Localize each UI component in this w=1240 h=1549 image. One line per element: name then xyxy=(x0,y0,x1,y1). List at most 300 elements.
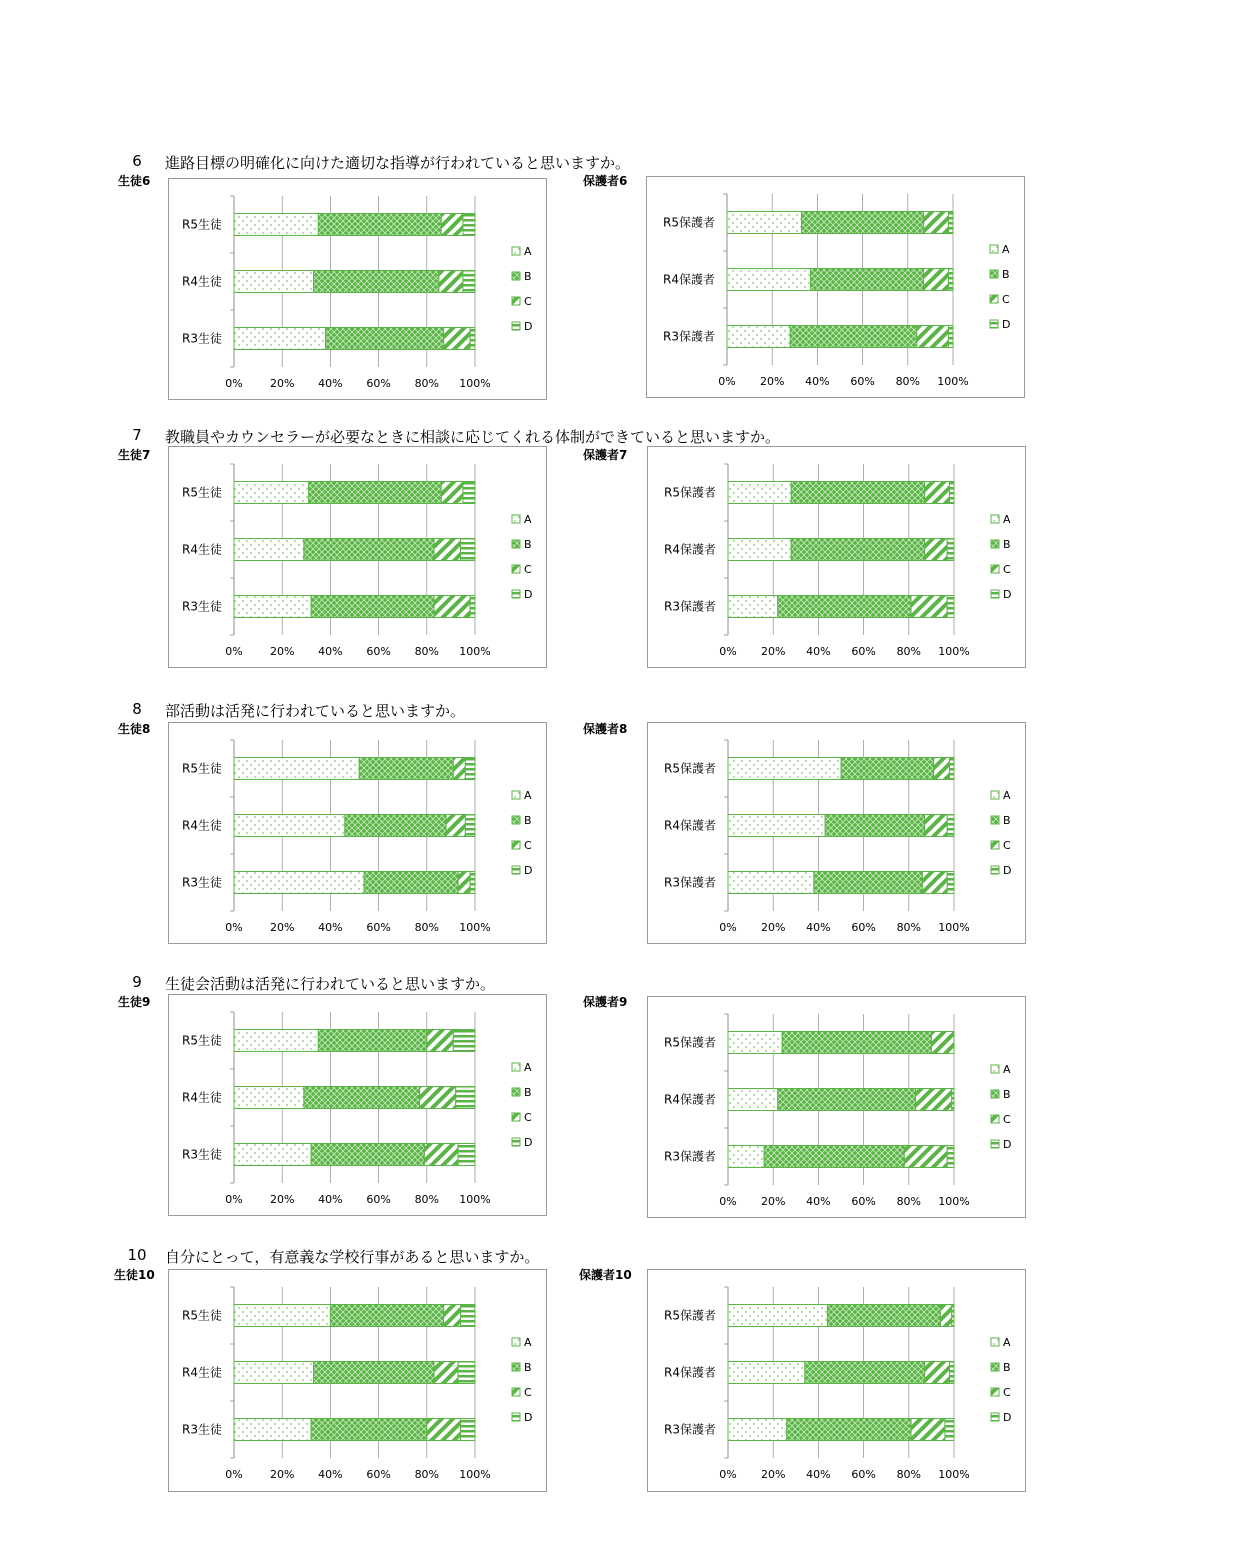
bar-segment-d xyxy=(952,1089,954,1111)
legend-swatch-d xyxy=(512,1138,520,1146)
legend-label: A xyxy=(524,789,532,802)
student-chart-label: 生徒9 xyxy=(118,995,151,1009)
bar-segment-d xyxy=(458,1144,475,1166)
x-tick-label: 80% xyxy=(896,921,922,934)
bar-segment-b xyxy=(841,758,934,780)
bar-segment-b xyxy=(311,1144,424,1166)
question-number: 10 xyxy=(127,1246,147,1264)
question-number: 9 xyxy=(132,973,142,991)
x-tick-label: 100% xyxy=(938,1468,970,1481)
question-text: 部活動は活発に行われていると思いますか。 xyxy=(165,702,466,720)
bar-segment-c xyxy=(441,214,463,236)
legend-swatch-b xyxy=(991,540,999,548)
legend-label: D xyxy=(1003,1411,1012,1424)
x-tick-label: 60% xyxy=(366,1468,391,1481)
legend-swatch-b xyxy=(991,1363,999,1371)
legend-swatch-c xyxy=(990,295,998,303)
bar-segment-c xyxy=(444,328,471,350)
category-label: R3保護者 xyxy=(664,1149,716,1164)
bar-segment-d xyxy=(456,1087,475,1109)
bar-segment-b xyxy=(782,1032,931,1054)
bar-segment-a xyxy=(728,872,814,894)
bar-segment-d xyxy=(949,758,954,780)
x-tick-label: 0% xyxy=(225,645,243,658)
question-section-10 xyxy=(0,1246,1240,1516)
category-label: R4保護者 xyxy=(663,272,715,287)
bar-segment-a xyxy=(728,1032,782,1054)
bar-segment-d xyxy=(463,214,475,236)
x-tick-label: 100% xyxy=(938,645,970,658)
category-label: R3生徒 xyxy=(182,331,222,346)
x-tick-label: 0% xyxy=(718,375,736,388)
bar-segment-a xyxy=(727,269,811,291)
legend-swatch-c xyxy=(512,297,520,305)
legend-label: D xyxy=(1003,864,1012,877)
parent-chart-label: 保護者8 xyxy=(583,722,628,736)
bar-segment-d xyxy=(945,1419,954,1441)
x-tick-label: 0% xyxy=(719,1468,737,1481)
category-label: R5生徒 xyxy=(182,485,222,500)
bar-segment-c xyxy=(453,758,465,780)
x-tick-label: 80% xyxy=(896,1195,922,1208)
legend-swatch-d xyxy=(512,590,520,598)
category-label: R3保護者 xyxy=(664,1422,716,1437)
student-chart xyxy=(168,178,547,400)
bar-segment-b xyxy=(318,1030,426,1052)
legend-swatch-d xyxy=(990,320,998,328)
legend-swatch-a xyxy=(990,245,998,253)
bar-segment-b xyxy=(311,1419,427,1441)
bar-segment-a xyxy=(727,212,802,234)
bar-segment-a xyxy=(234,1087,304,1109)
bar-segment-a xyxy=(728,1362,805,1384)
legend-swatch-d xyxy=(991,1413,999,1421)
x-tick-label: 20% xyxy=(269,921,295,934)
x-tick-label: 0% xyxy=(225,1468,243,1481)
student-chart xyxy=(168,994,547,1216)
student-chart xyxy=(168,446,547,668)
bar-segment-b xyxy=(791,539,924,561)
legend-label: A xyxy=(1003,513,1011,526)
bar-segment-c xyxy=(925,1362,950,1384)
x-tick-label: 100% xyxy=(459,645,491,658)
question-text: 生徒会活動は活発に行われていると思いますか。 xyxy=(165,975,496,993)
bar-segment-a xyxy=(728,1305,827,1327)
bar-segment-b xyxy=(827,1305,940,1327)
question-text: 教職員やカウンセラーが必要なときに相談に応じてくれる体制ができていると思いますか。 xyxy=(165,428,781,446)
legend-swatch-a xyxy=(512,515,520,523)
bar-segment-c xyxy=(444,1305,461,1327)
category-label: R3保護者 xyxy=(664,875,716,890)
bar-segment-c xyxy=(917,326,949,348)
legend-swatch-d xyxy=(991,866,999,874)
legend-swatch-c xyxy=(991,565,999,573)
x-tick-label: 60% xyxy=(366,377,391,390)
bar-segment-c xyxy=(916,1089,952,1111)
parent-chart-svg xyxy=(648,723,1025,943)
bar-segment-c xyxy=(925,539,948,561)
question-text: 自分にとって，有意義な学校行事があると思いますか。 xyxy=(165,1248,540,1266)
legend-label: C xyxy=(1003,563,1011,576)
bar-segment-a xyxy=(234,1030,318,1052)
category-label: R4生徒 xyxy=(182,542,222,557)
bar-segment-c xyxy=(446,815,465,837)
legend-label: A xyxy=(524,1336,532,1349)
bar-segment-a xyxy=(728,596,778,618)
student-chart-svg xyxy=(169,447,546,667)
legend-swatch-a xyxy=(512,1338,520,1346)
legend-swatch-a xyxy=(991,791,999,799)
bar-segment-a xyxy=(234,482,309,504)
x-tick-label: 80% xyxy=(414,1193,440,1206)
category-label: R3生徒 xyxy=(182,1422,222,1437)
bar-segment-d xyxy=(947,1146,954,1168)
legend-swatch-c xyxy=(512,1113,520,1121)
legend-label: A xyxy=(524,513,532,526)
legend-swatch-b xyxy=(512,1088,520,1096)
legend-label: C xyxy=(524,1386,532,1399)
category-label: R4生徒 xyxy=(182,274,222,289)
x-tick-label: 40% xyxy=(318,645,343,658)
bar-segment-d xyxy=(948,326,953,348)
question-section-6 xyxy=(0,152,1240,422)
student-chart-label: 生徒6 xyxy=(118,174,151,188)
bar-segment-b xyxy=(309,482,442,504)
legend-label: D xyxy=(524,864,533,877)
bar-segment-c xyxy=(427,1419,461,1441)
x-tick-label: 60% xyxy=(366,921,391,934)
x-tick-label: 40% xyxy=(806,1195,831,1208)
legend-swatch-d xyxy=(512,322,520,330)
legend-label: B xyxy=(1003,1088,1011,1101)
parent-chart-svg xyxy=(648,447,1025,667)
x-tick-label: 0% xyxy=(225,921,243,934)
legend-swatch-a xyxy=(512,791,520,799)
bar-segment-d xyxy=(465,815,475,837)
parent-chart-label: 保護者9 xyxy=(583,995,628,1009)
category-label: R5保護者 xyxy=(664,761,716,776)
bar-segment-d xyxy=(465,758,475,780)
question-number: 6 xyxy=(132,152,142,170)
legend-label: C xyxy=(524,295,532,308)
category-label: R4保護者 xyxy=(664,1092,716,1107)
student-chart-svg xyxy=(169,723,546,943)
bar-segment-c xyxy=(434,596,470,618)
x-tick-label: 80% xyxy=(414,645,440,658)
bar-segment-d xyxy=(463,271,475,293)
question-section-9 xyxy=(0,973,1240,1243)
x-tick-label: 80% xyxy=(414,377,440,390)
x-tick-label: 0% xyxy=(719,645,737,658)
bar-segment-b xyxy=(364,872,458,894)
bar-segment-d xyxy=(470,872,475,894)
bar-segment-c xyxy=(925,482,950,504)
x-tick-label: 0% xyxy=(225,1193,243,1206)
legend-label: C xyxy=(1003,1113,1011,1126)
bar-segment-d xyxy=(947,539,954,561)
category-label: R3生徒 xyxy=(182,1147,222,1162)
bar-segment-d xyxy=(949,1362,954,1384)
category-label: R3生徒 xyxy=(182,599,222,614)
bar-segment-c xyxy=(924,269,949,291)
bar-segment-b xyxy=(802,212,924,234)
bar-segment-d xyxy=(470,328,475,350)
parent-chart-svg xyxy=(648,997,1025,1217)
legend-label: A xyxy=(524,245,532,258)
bar-segment-c xyxy=(924,212,949,234)
bar-segment-d xyxy=(453,1030,475,1052)
x-tick-label: 20% xyxy=(759,375,785,388)
legend-swatch-b xyxy=(512,540,520,548)
legend-swatch-d xyxy=(512,1413,520,1421)
x-tick-label: 20% xyxy=(760,1468,786,1481)
category-label: R5保護者 xyxy=(664,485,716,500)
bar-segment-c xyxy=(439,271,463,293)
bar-segment-c xyxy=(458,872,470,894)
legend-label: C xyxy=(524,563,532,576)
legend-label: B xyxy=(524,1086,532,1099)
question-number: 8 xyxy=(132,700,142,718)
bar-segment-d xyxy=(461,539,475,561)
x-tick-label: 20% xyxy=(760,921,786,934)
legend-label: D xyxy=(1002,318,1011,331)
x-tick-label: 20% xyxy=(269,645,295,658)
bar-segment-b xyxy=(791,482,924,504)
category-label: R4生徒 xyxy=(182,818,222,833)
x-tick-label: 20% xyxy=(269,377,295,390)
legend-label: D xyxy=(524,588,533,601)
x-tick-label: 80% xyxy=(896,1468,922,1481)
category-label: R3保護者 xyxy=(664,599,716,614)
legend-label: B xyxy=(1003,1361,1011,1374)
legend-label: B xyxy=(524,814,532,827)
bar-segment-a xyxy=(234,758,359,780)
x-tick-label: 60% xyxy=(366,1193,391,1206)
legend-swatch-c xyxy=(512,1388,520,1396)
parent-chart xyxy=(647,722,1026,944)
bar-segment-b xyxy=(778,1089,916,1111)
bar-segment-a xyxy=(234,1419,311,1441)
bar-segment-b xyxy=(330,1305,443,1327)
student-chart-svg xyxy=(169,179,546,399)
bar-segment-a xyxy=(728,1089,778,1111)
x-tick-label: 40% xyxy=(806,921,831,934)
x-tick-label: 100% xyxy=(459,921,491,934)
bar-segment-c xyxy=(931,1032,954,1054)
legend-swatch-c xyxy=(991,1388,999,1396)
legend-swatch-b xyxy=(512,1363,520,1371)
bar-segment-a xyxy=(234,872,364,894)
legend-label: B xyxy=(524,1361,532,1374)
bar-segment-c xyxy=(424,1144,458,1166)
legend-label: B xyxy=(524,538,532,551)
bar-segment-a xyxy=(234,328,326,350)
category-label: R5生徒 xyxy=(182,1308,222,1323)
parent-chart xyxy=(646,176,1025,398)
bar-segment-c xyxy=(434,1362,458,1384)
bar-segment-b xyxy=(318,214,441,236)
bar-segment-a xyxy=(728,1419,787,1441)
bar-segment-d xyxy=(458,1362,475,1384)
bar-segment-b xyxy=(805,1362,925,1384)
legend-swatch-c xyxy=(991,841,999,849)
x-tick-label: 80% xyxy=(414,921,440,934)
bar-segment-b xyxy=(304,1087,420,1109)
x-tick-label: 80% xyxy=(895,375,921,388)
x-tick-label: 100% xyxy=(937,375,969,388)
category-label: R5生徒 xyxy=(182,217,222,232)
bar-segment-d xyxy=(949,482,954,504)
student-chart-label: 生徒10 xyxy=(114,1268,155,1282)
question-text: 進路目標の明確化に向けた適切な指導が行われていると思いますか。 xyxy=(165,154,631,172)
bar-segment-b xyxy=(811,269,924,291)
legend-label: C xyxy=(1003,1386,1011,1399)
legend-label: D xyxy=(1003,1138,1012,1151)
parent-chart xyxy=(647,446,1026,668)
bar-segment-a xyxy=(234,271,314,293)
student-chart-label: 生徒8 xyxy=(118,722,151,736)
bar-segment-c xyxy=(427,1030,454,1052)
question-section-7 xyxy=(0,426,1240,696)
category-label: R4生徒 xyxy=(182,1365,222,1380)
bar-segment-a xyxy=(728,758,841,780)
bar-segment-b xyxy=(314,1362,435,1384)
x-tick-label: 60% xyxy=(851,921,876,934)
bar-segment-a xyxy=(728,482,791,504)
legend-swatch-b xyxy=(512,816,520,824)
x-tick-label: 60% xyxy=(850,375,875,388)
category-label: R5生徒 xyxy=(182,1033,222,1048)
x-tick-label: 80% xyxy=(896,645,922,658)
x-tick-label: 40% xyxy=(806,1468,831,1481)
x-tick-label: 60% xyxy=(851,1195,876,1208)
bar-segment-c xyxy=(420,1087,456,1109)
student-chart-label: 生徒7 xyxy=(118,448,151,462)
bar-segment-c xyxy=(441,482,463,504)
legend-label: B xyxy=(1002,268,1010,281)
bar-segment-b xyxy=(778,596,911,618)
legend-swatch-d xyxy=(991,590,999,598)
x-tick-label: 80% xyxy=(414,1468,440,1481)
legend-label: A xyxy=(1003,1336,1011,1349)
bar-segment-b xyxy=(787,1419,911,1441)
legend-label: A xyxy=(1003,789,1011,802)
bar-segment-b xyxy=(326,328,444,350)
bar-segment-c xyxy=(911,1419,945,1441)
bar-segment-b xyxy=(345,815,446,837)
parent-chart xyxy=(647,1269,1026,1492)
question-section-8 xyxy=(0,700,1240,970)
legend-swatch-b xyxy=(991,1090,999,1098)
bar-segment-d xyxy=(947,815,954,837)
legend-label: C xyxy=(524,1111,532,1124)
x-tick-label: 40% xyxy=(318,1193,343,1206)
bar-segment-c xyxy=(904,1146,947,1168)
category-label: R3生徒 xyxy=(182,875,222,890)
bar-segment-c xyxy=(925,815,948,837)
x-tick-label: 40% xyxy=(318,377,343,390)
bar-segment-a xyxy=(234,539,304,561)
bar-segment-d xyxy=(461,1419,475,1441)
x-tick-label: 100% xyxy=(459,377,491,390)
x-tick-label: 60% xyxy=(851,645,876,658)
parent-chart-label: 保護者6 xyxy=(583,174,628,188)
bar-segment-b xyxy=(825,815,924,837)
bar-segment-d xyxy=(470,596,475,618)
legend-swatch-b xyxy=(512,272,520,280)
bar-segment-a xyxy=(234,1305,330,1327)
x-tick-label: 100% xyxy=(938,921,970,934)
category-label: R5保護者 xyxy=(664,1035,716,1050)
bar-segment-d xyxy=(947,596,954,618)
legend-swatch-c xyxy=(512,841,520,849)
question-number: 7 xyxy=(132,426,142,444)
x-tick-label: 100% xyxy=(938,1195,970,1208)
x-tick-label: 40% xyxy=(318,1468,343,1481)
legend-label: B xyxy=(1003,814,1011,827)
bar-segment-d xyxy=(463,482,475,504)
bar-segment-b xyxy=(304,539,434,561)
bar-segment-a xyxy=(728,1146,764,1168)
x-tick-label: 40% xyxy=(318,921,343,934)
legend-label: D xyxy=(524,1411,533,1424)
legend-swatch-a xyxy=(512,1063,520,1071)
legend-swatch-d xyxy=(512,866,520,874)
x-tick-label: 60% xyxy=(851,1468,876,1481)
legend-label: D xyxy=(524,320,533,333)
x-tick-label: 20% xyxy=(760,1195,786,1208)
legend-label: D xyxy=(524,1136,533,1149)
x-tick-label: 0% xyxy=(225,377,243,390)
legend-label: B xyxy=(524,270,532,283)
category-label: R4生徒 xyxy=(182,1090,222,1105)
x-tick-label: 0% xyxy=(719,1195,737,1208)
bar-segment-b xyxy=(359,758,453,780)
bar-segment-a xyxy=(727,326,790,348)
legend-label: B xyxy=(1003,538,1011,551)
x-tick-label: 60% xyxy=(366,645,391,658)
bar-segment-c xyxy=(434,539,461,561)
bar-segment-b xyxy=(814,872,922,894)
x-tick-label: 0% xyxy=(719,921,737,934)
x-tick-label: 40% xyxy=(805,375,830,388)
category-label: R3保護者 xyxy=(663,329,715,344)
bar-segment-c xyxy=(911,596,947,618)
legend-swatch-b xyxy=(991,816,999,824)
student-chart xyxy=(168,1269,547,1492)
legend-swatch-a xyxy=(991,1338,999,1346)
category-label: R5生徒 xyxy=(182,761,222,776)
bar-segment-b xyxy=(314,271,439,293)
student-chart-svg xyxy=(169,1270,546,1491)
legend-swatch-a xyxy=(512,247,520,255)
bar-segment-d xyxy=(947,872,954,894)
x-tick-label: 20% xyxy=(269,1468,295,1481)
bar-segment-a xyxy=(234,1144,311,1166)
x-tick-label: 100% xyxy=(459,1193,491,1206)
bar-segment-d xyxy=(952,1305,954,1327)
bar-segment-d xyxy=(948,212,953,234)
legend-label: C xyxy=(1002,293,1010,306)
bar-segment-c xyxy=(940,1305,951,1327)
student-chart-svg xyxy=(169,995,546,1215)
category-label: R5保護者 xyxy=(664,1308,716,1323)
legend-swatch-c xyxy=(991,1115,999,1123)
bar-segment-b xyxy=(790,326,917,348)
legend-label: C xyxy=(524,839,532,852)
parent-chart xyxy=(647,996,1026,1218)
student-chart xyxy=(168,722,547,944)
